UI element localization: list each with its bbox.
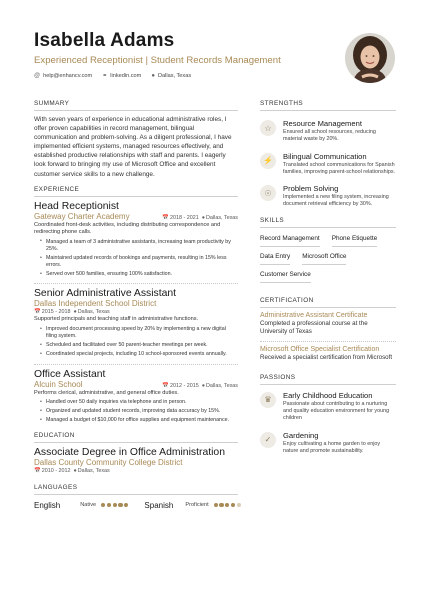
profile-photo bbox=[345, 33, 395, 83]
job-company: Dallas Independent School District bbox=[34, 299, 157, 309]
language-name: English bbox=[34, 500, 61, 510]
job-location: Dallas, Texas bbox=[77, 309, 110, 316]
education-section bbox=[34, 432, 238, 474]
job-dates: 2015 - 2018 bbox=[41, 309, 71, 316]
proficiency-dot bbox=[101, 503, 105, 507]
location-pin-icon: ● bbox=[151, 72, 155, 79]
skills-section bbox=[260, 217, 396, 286]
at-icon: @ bbox=[34, 72, 41, 79]
proficiency-dot bbox=[231, 503, 235, 507]
experience-heading: EXPERIENCE bbox=[34, 186, 238, 197]
job-bullet: • Managed a budget of $10,000 for office supplies and equipment maintenance. bbox=[40, 417, 238, 424]
job-bullet: • Managed a team of 3 administrative assistants, increasing team productivity by 25%. bbox=[40, 239, 238, 253]
strengths-section bbox=[260, 100, 396, 209]
linkedin-text: linkedin.com bbox=[110, 72, 142, 79]
job-entry bbox=[34, 288, 238, 358]
trophy-icon: ♛ bbox=[260, 392, 276, 408]
job-bullet: • Improved document processing speed by 20% by implementing a new digital filing system. bbox=[40, 326, 238, 340]
job-meta bbox=[162, 215, 238, 221]
job-bullet: • Scheduled and facilitated over 50 parent-teacher meetings per week. bbox=[40, 342, 238, 349]
language-name: Spanish bbox=[144, 500, 174, 510]
skill-tag: Data Entry bbox=[260, 250, 290, 265]
job-entry bbox=[34, 369, 238, 425]
divider bbox=[34, 364, 238, 365]
contact-email[interactable] bbox=[34, 72, 92, 79]
skill-tag: Customer Service bbox=[260, 268, 311, 283]
candidate-headline: Experienced Receptionist | Student Records Management bbox=[34, 55, 281, 66]
strength-title: Resource Management bbox=[283, 119, 362, 128]
proficiency-dot bbox=[124, 503, 128, 507]
strength-desc: Ensured all school resources, reducing material waste by 20%. bbox=[283, 129, 376, 143]
cert-desc: Received a specialist certification from Microsoft bbox=[260, 353, 393, 361]
proficiency-dot bbox=[214, 503, 218, 507]
proficiency-dot bbox=[225, 503, 229, 507]
strength-desc: Translated school communications for Spanish families, improving parent-school relationships. bbox=[283, 161, 396, 175]
job-company: Gateway Charter Academy bbox=[34, 211, 130, 221]
contact-row bbox=[34, 72, 334, 79]
certification-section bbox=[260, 297, 396, 362]
passion-item bbox=[260, 391, 396, 423]
job-entry bbox=[34, 201, 238, 279]
job-bullet: • Organized and updated student records, improving data accuracy by 15%. bbox=[40, 408, 238, 415]
passion-desc: Passionate about contributing to a nurturing and quality education environment for young children bbox=[283, 400, 390, 422]
skill-tag: Microsoft Office bbox=[302, 250, 346, 265]
job-title: Office Assistant bbox=[34, 368, 106, 380]
language-proficiency-dots bbox=[214, 503, 241, 507]
left-column bbox=[34, 100, 238, 510]
profile-photo-image bbox=[345, 33, 395, 83]
contact-linkedin[interactable] bbox=[102, 72, 141, 79]
job-company: Alcuin School bbox=[34, 379, 83, 389]
resume-header bbox=[34, 30, 334, 79]
degree-title: Associate Degree in Office Administration bbox=[34, 446, 225, 458]
job-bullet: • Served over 500 families, ensuring 100% satisfaction. bbox=[40, 271, 238, 278]
strength-item bbox=[260, 152, 396, 177]
job-location: Dallas, Texas bbox=[206, 214, 238, 221]
job-meta bbox=[34, 309, 238, 315]
job-bullets bbox=[34, 326, 238, 359]
divider bbox=[260, 341, 396, 342]
job-meta bbox=[162, 383, 238, 389]
contact-location bbox=[151, 72, 191, 79]
job-dates: 2012 - 2015 bbox=[169, 382, 199, 389]
languages-row bbox=[34, 501, 238, 510]
calendar-icon: 📅 bbox=[34, 309, 41, 316]
location-pin-icon: ● bbox=[201, 214, 206, 221]
location-text: Dallas, Texas bbox=[157, 72, 192, 79]
education-location: Dallas, Texas bbox=[77, 467, 110, 474]
proficiency-dot bbox=[113, 503, 117, 507]
education-meta bbox=[34, 468, 238, 474]
certification-heading: CERTIFICATION bbox=[260, 297, 396, 308]
summary-heading: SUMMARY bbox=[34, 100, 238, 111]
proficiency-dot bbox=[237, 503, 241, 507]
job-title: Senior Administrative Assistant bbox=[34, 288, 177, 300]
cert-title: Microsoft Office Specialist Certification bbox=[260, 345, 380, 353]
job-description: Coordinated front-desk activities, including distributing correspondence and redirecting phone calls. bbox=[34, 221, 221, 236]
link-icon: ⚭ bbox=[102, 73, 108, 79]
passions-heading: PASSIONS bbox=[260, 374, 396, 385]
strengths-heading: STRENGTHS bbox=[260, 100, 396, 111]
strength-title: Bilingual Communication bbox=[283, 151, 367, 161]
proficiency-dot bbox=[107, 503, 111, 507]
languages-heading: LANGUAGES bbox=[34, 484, 238, 495]
calendar-icon: 📅 bbox=[162, 382, 169, 389]
check-circle-icon: ✓ bbox=[260, 432, 276, 448]
proficiency-dot bbox=[118, 503, 122, 507]
skill-tag: Record Management bbox=[260, 232, 320, 247]
passion-item bbox=[260, 431, 396, 456]
passion-desc: Enjoy cultivating a home garden to enjoy nature and promote sustainability. bbox=[283, 440, 381, 455]
skill-tag: Phone Etiquette bbox=[332, 232, 377, 247]
skills-list bbox=[260, 232, 396, 286]
strength-desc: Implemented a new filing system, increasing document retrieval efficiency by 30%. bbox=[283, 194, 389, 208]
languages-section bbox=[34, 484, 238, 510]
summary-text: With seven years of experience in educational administrative roles, I offer proven capabilities in record management, bilingual communication and problem-solving. As a diligent professional, I have implemented efficient systems, managed resources effectively, and established productive relationships with staff and parents. I eagerly look forward to bringing my use of Microsoft Office and excellent customer service skills to a new challenge. bbox=[34, 116, 232, 178]
lightning-icon: ⚡ bbox=[260, 153, 276, 169]
passions-section bbox=[260, 374, 396, 455]
divider bbox=[34, 283, 238, 284]
proficiency-dot bbox=[219, 503, 223, 507]
calendar-icon: 📅 bbox=[34, 467, 41, 474]
summary-section bbox=[34, 100, 238, 179]
passion-title: Gardening bbox=[283, 430, 319, 440]
job-bullets bbox=[34, 399, 238, 424]
cert-title: Administrative Assistant Certificate bbox=[260, 311, 368, 319]
job-description: Performs clerical, administrative, and general office duties. bbox=[34, 389, 179, 396]
job-bullet: • Handled over 50 daily inquiries via telephone and in person. bbox=[40, 399, 238, 406]
strength-title: Problem Solving bbox=[283, 184, 339, 194]
location-pin-icon: ● bbox=[73, 309, 77, 316]
education-dates: 2010 - 2012 bbox=[41, 467, 71, 474]
skills-heading: SKILLS bbox=[260, 217, 396, 228]
language-level: Proficient bbox=[185, 502, 209, 509]
experience-section bbox=[34, 186, 238, 425]
language-level: Native bbox=[80, 502, 97, 509]
location-pin-icon: ● bbox=[201, 382, 206, 389]
calendar-icon: 📅 bbox=[162, 214, 169, 221]
job-location: Dallas, Texas bbox=[206, 382, 238, 389]
education-heading: EDUCATION bbox=[34, 432, 238, 443]
strength-item bbox=[260, 184, 396, 209]
candidate-name: Isabella Adams bbox=[34, 30, 175, 51]
strength-item bbox=[260, 119, 396, 144]
location-pin-icon: ● bbox=[73, 467, 77, 474]
job-description: Supported principals and teaching staff in administrative functions. bbox=[34, 316, 199, 323]
medal-icon: ☆ bbox=[260, 120, 276, 136]
cert-desc: Completed a professional course at the University of Texas bbox=[260, 319, 368, 336]
email-text: help@enhancv.com bbox=[43, 72, 93, 79]
passion-title: Early Childhood Education bbox=[283, 390, 373, 400]
right-column bbox=[260, 100, 396, 463]
language-proficiency-dots bbox=[101, 503, 128, 507]
school-name: Dallas County Community College District bbox=[34, 457, 183, 467]
job-dates: 2018 - 2021 bbox=[169, 214, 199, 221]
job-title: Head Receptionist bbox=[34, 200, 119, 212]
job-bullet: • Coordinated special projects, including 10 school-sponsored events annually. bbox=[40, 351, 238, 358]
job-bullets bbox=[34, 239, 238, 279]
job-bullet: • Maintained updated records of bookings and payments, resulting in 15% less errors. bbox=[40, 255, 238, 269]
lifebuoy-icon: ☉ bbox=[260, 185, 276, 201]
